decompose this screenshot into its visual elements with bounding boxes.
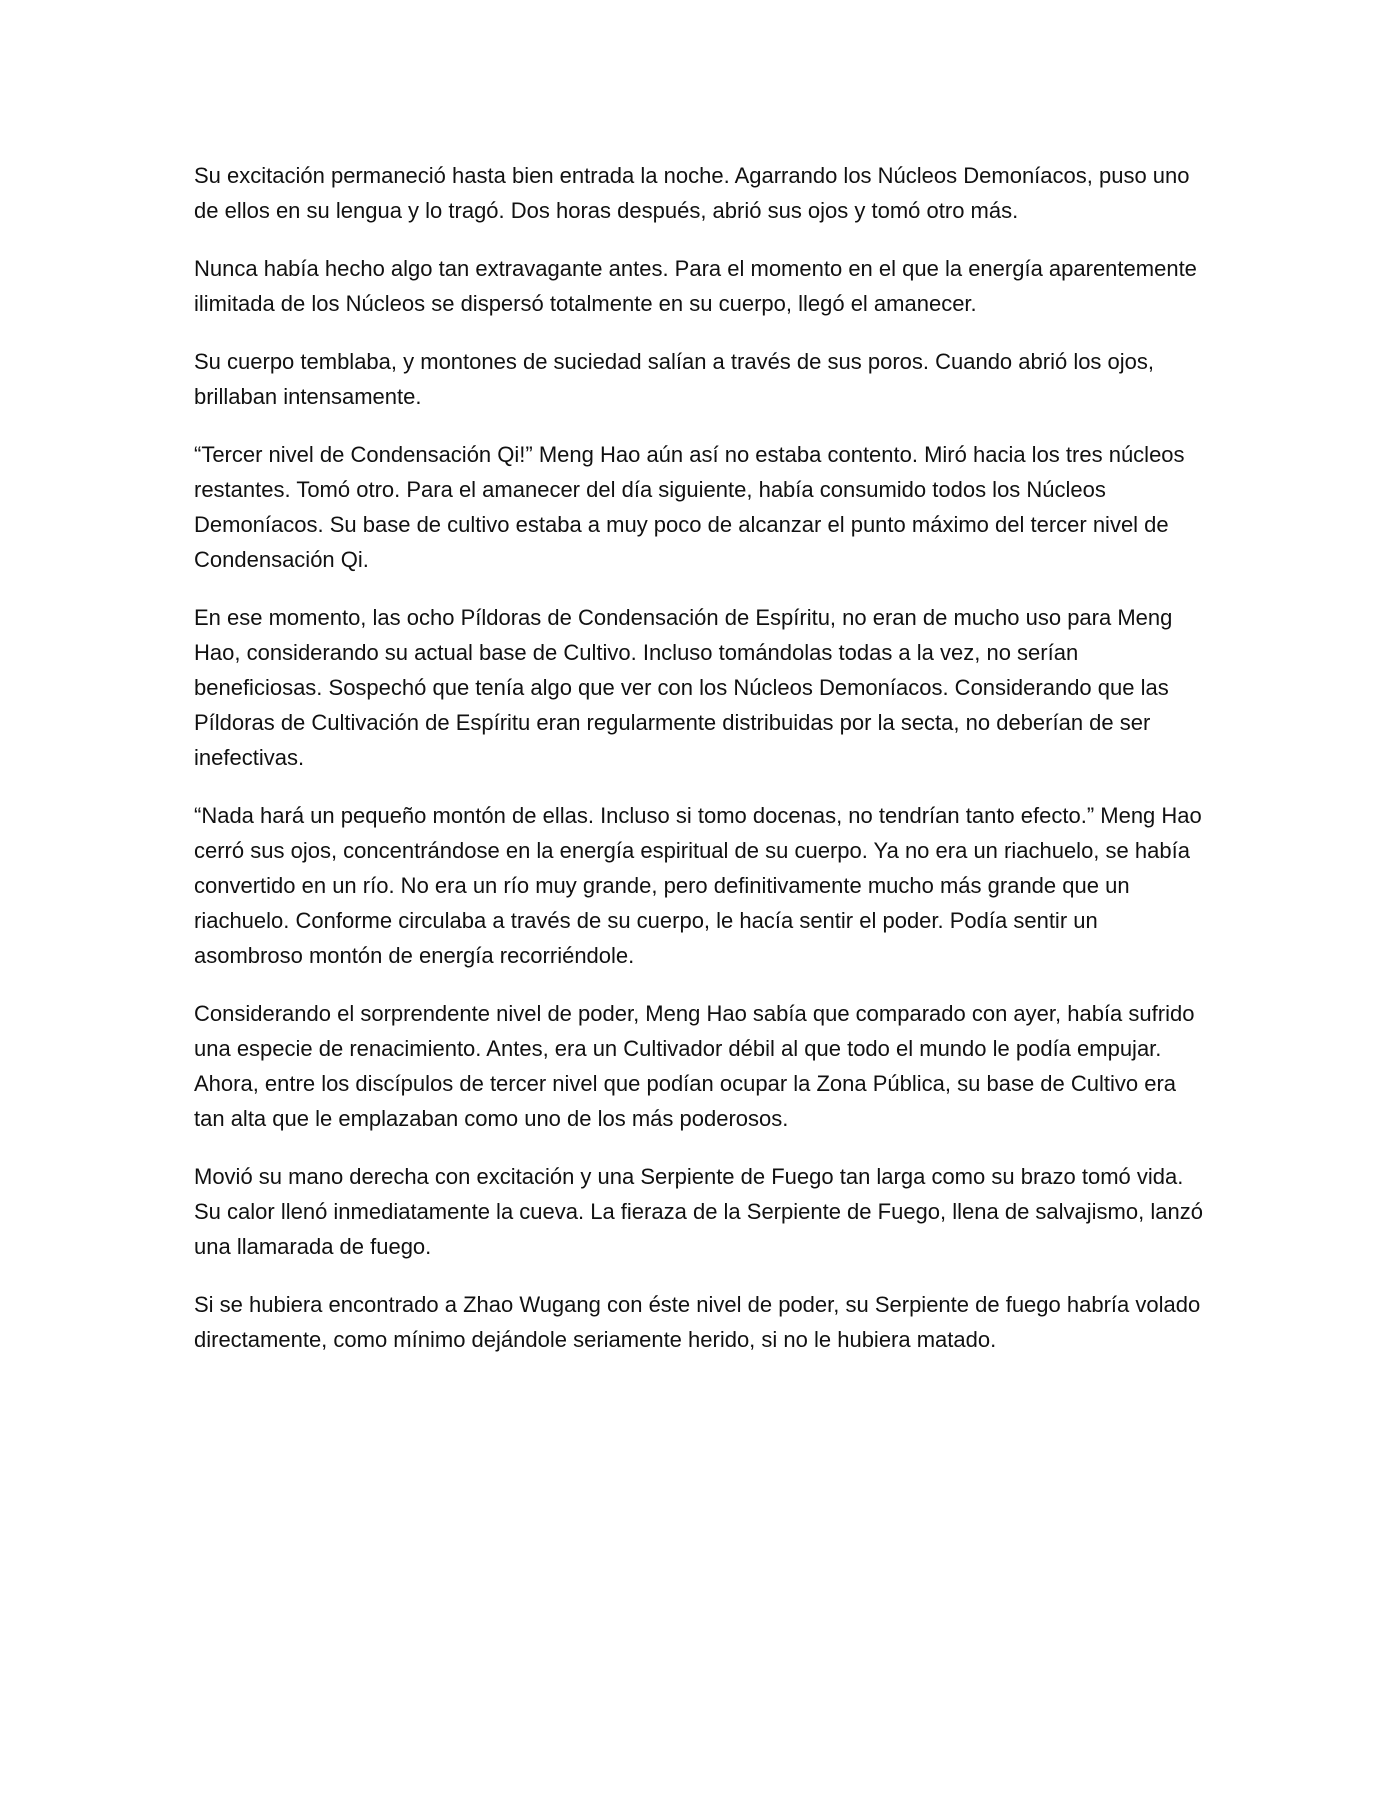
- paragraph-5: En ese momento, las ocho Píldoras de Condensación de Espíritu, no eran de mucho uso para Meng Hao, considerando su actual base de Cultivo. Incluso tomándolas todas a la vez, no serían beneficiosas. Sospechó que tenía algo que ver con los Núcleos Demoníacos. Considerando que las Píldoras de Cultivación de Espíritu eran regularmente distribuidas por la secta, no deberían de ser inefectivas.: [194, 605, 1173, 770]
- paragraph-7: Considerando el sorprendente nivel de poder, Meng Hao sabía que comparado con ayer, había sufrido una especie de renacimiento. Antes, era un Cultivador débil al que todo el mundo le podía empujar. Ahora, entre los discípulos de tercer nivel que podían ocupar la Zona Pública, su base de Cultivo era tan alta que le emplazaban como uno de los más poderosos.: [194, 1001, 1195, 1131]
- paragraph-2: Nunca había hecho algo tan extravagante antes. Para el momento en el que la energía aparentemente ilimitada de los Núcleos se dispersó totalmente en su cuerpo, llegó el amanecer.: [194, 256, 1197, 316]
- paragraph-8: Movió su mano derecha con excitación y una Serpiente de Fuego tan larga como su brazo tomó vida. Su calor llenó inmediatamente la cueva. La fieraza de la Serpiente de Fuego, llena de salvajismo, lanzó una llamarada de fuego.: [194, 1164, 1203, 1259]
- paragraph-1: Su excitación permaneció hasta bien entrada la noche. Agarrando los Núcleos Demoníacos, puso uno de ellos en su lengua y lo tragó. Dos horas después, abrió sus ojos y tomó otro más.: [194, 163, 1190, 223]
- paragraph-9: Si se hubiera encontrado a Zhao Wugang con éste nivel de poder, su Serpiente de fuego habría volado directamente, como mínimo dejándole seriamente herido, si no le hubiera matado.: [194, 1292, 1201, 1352]
- paragraph-3: Su cuerpo temblaba, y montones de suciedad salían a través de sus poros. Cuando abrió los ojos, brillaban intensamente.: [194, 349, 1155, 409]
- paragraph-4: “Tercer nivel de Condensación Qi!” Meng Hao aún así no estaba contento. Miró hacia los tres núcleos restantes. Tomó otro. Para el amanecer del día siguiente, había consumido todos los Núcleos Demoníacos. Su base de cultivo estaba a muy poco de alcanzar el punto máximo del tercer nivel de Condensación Qi.: [194, 442, 1185, 572]
- document-body: [194, 158, 1209, 1380]
- paragraph-6: “Nada hará un pequeño montón de ellas. Incluso si tomo docenas, no tendrían tanto efecto.” Meng Hao cerró sus ojos, concentrándose en la energía espiritual de su cuerpo. Ya no era un riachuelo, se había convertido en un río. No era un río muy grande, pero definitivamente mucho más grande que un riachuelo. Conforme circulaba a través de su cuerpo, le hacía sentir el poder. Podía sentir un asombroso montón de energía recorriéndole.: [194, 803, 1202, 968]
